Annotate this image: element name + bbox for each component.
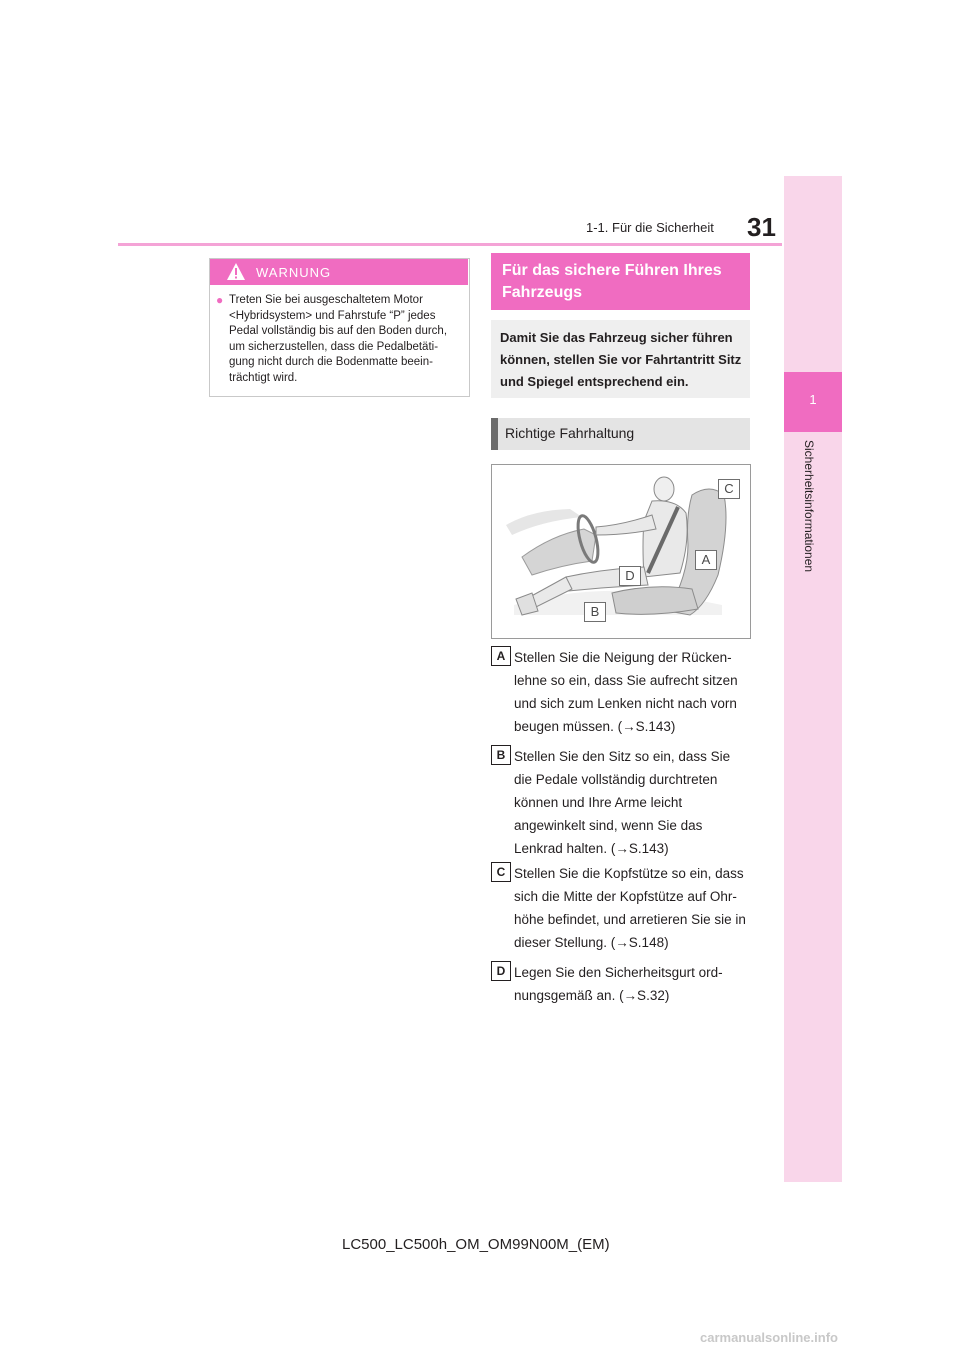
section-title: 1-1. Für die Sicherheit: [586, 220, 714, 235]
document-code: LC500_LC500h_OM_OM99N00M_(EM): [342, 1236, 610, 1253]
chapter-number: 1: [809, 392, 817, 407]
bullet-icon: ●: [216, 293, 224, 307]
driving-posture-illustration: [491, 464, 751, 639]
section-heading: Für das sichere Führen Ihres Fahrzeugs: [502, 262, 722, 301]
intro-text: Damit Sie das Fahrzeug sicher führen können, stellen Sie vor Fahrtantritt Sitz und Spiegel entsprechend ein.: [500, 330, 742, 389]
warning-triangle-icon: [226, 262, 246, 282]
subheading: Richtige Fahrhaltung: [505, 425, 635, 441]
callout-c: C: [718, 479, 740, 499]
item-text-c: Stellen Sie die Kopfstütze so ein, dass sich die Mitte der Kopfstütze auf Ohr- höhe befindet, und arretieren Sie sie in dieser Stellung. (→S.148): [514, 866, 746, 950]
callout-a: A: [695, 550, 717, 570]
chapter-label: Sicherheitsinformationen: [802, 440, 816, 573]
item-marker-d: D: [491, 961, 511, 981]
item-text-d: Legen Sie den Sicherheitsgurt ord- nungsgemäß an. (→S.32): [514, 965, 723, 1003]
page-number: 31: [747, 212, 776, 242]
warning-title: WARNUNG: [256, 265, 332, 280]
header-divider: [118, 243, 782, 246]
warning-text: Treten Sie bei ausgeschaltetem Motor <Hybridsystem> und Fahrstufe “P” jedes Pedal vollständig bis auf den Boden durch, um sicherzustellen, dass die Pedalbetäti- gung nicht durch die Bodenmatte beein- trächtigt wird.: [229, 294, 448, 384]
chapter-side-tab: [784, 176, 842, 1182]
item-text-b: Stellen Sie den Sitz so ein, dass Sie die Pedale vollständig durchtreten können und Ihre Arme leicht angewinkelt sind, wenn Sie das Lenkrad halten. (→S.143): [514, 749, 731, 856]
callout-d: D: [619, 566, 641, 586]
callout-b: B: [584, 602, 606, 622]
watermark[interactable]: carmanualsonline.info: [700, 1330, 838, 1345]
item-text-a: Stellen Sie die Neigung der Rücken- lehne so ein, dass Sie aufrecht sitzen und sich zum Lenken nicht nach vorn beugen müssen. (→S.143): [514, 650, 738, 734]
warning-header: [210, 259, 468, 285]
subheading-accent-bar: [491, 418, 498, 450]
item-marker-a: A: [491, 646, 511, 666]
item-marker-c: C: [491, 862, 511, 882]
item-marker-b: B: [491, 745, 511, 765]
